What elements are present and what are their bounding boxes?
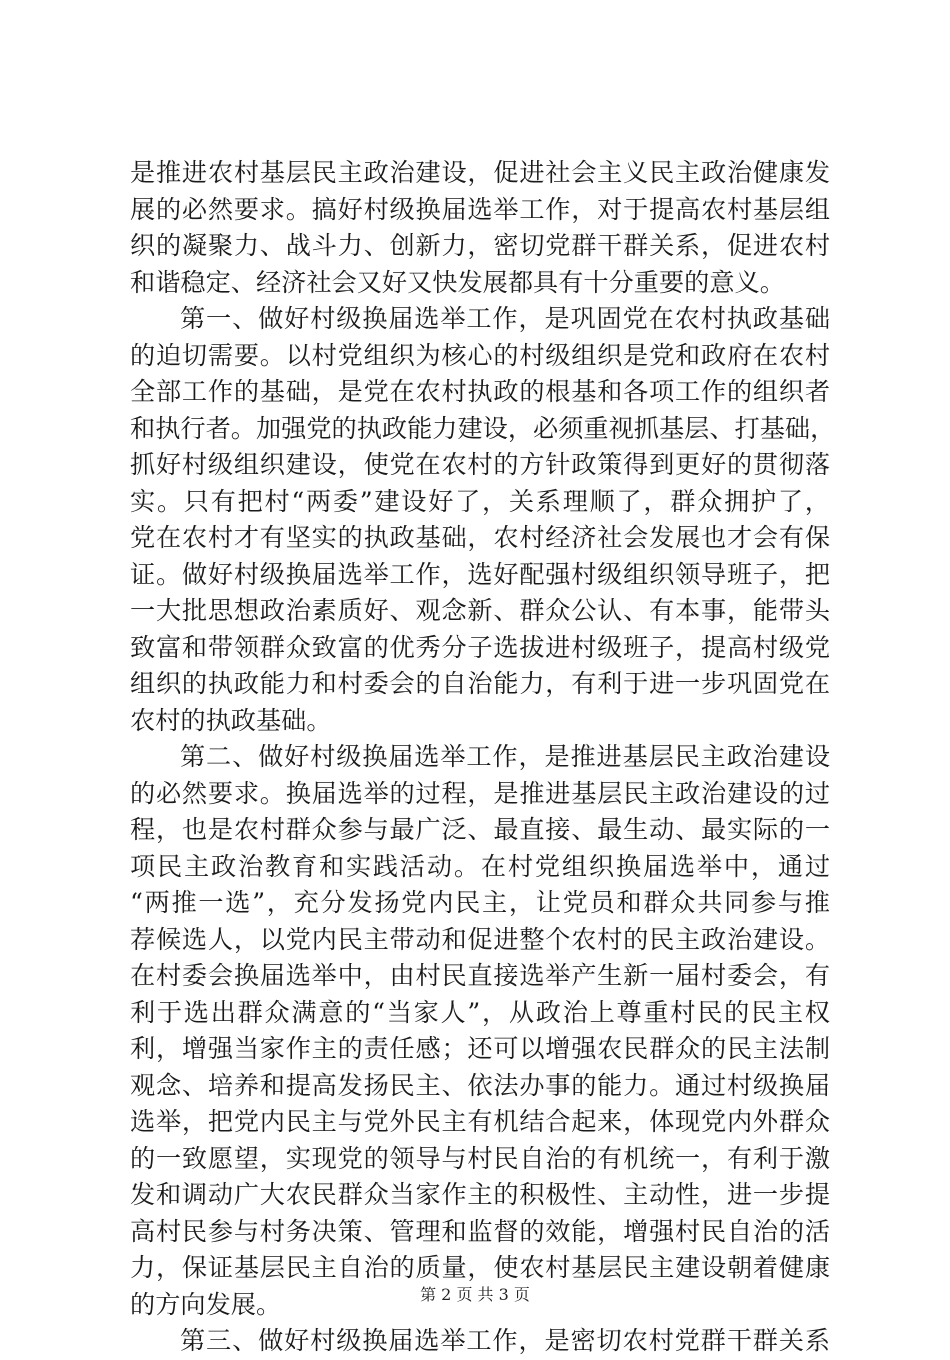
text-line: 力，保证基层民主自治的质量，使农村基层民主建设朝着健康 <box>130 1253 830 1282</box>
text-line: 农村的执政基础。 <box>130 705 332 735</box>
text-line: 利于选出群众满意的“当家人”，从政治上尊重村民的民主权 <box>130 997 830 1027</box>
text-line: 第二、做好村级换届选举工作，是推进基层民主政治建设 <box>180 742 830 771</box>
text-line: 第一、做好村级换届选举工作，是巩固党在农村执政基础 <box>180 304 830 333</box>
text-line: 和执行者。加强党的执政能力建设，必须重视抓基层、打基础， <box>130 413 836 443</box>
text-line: 实。只有把村“两委”建设好了，关系理顺了，群众拥护了， <box>130 486 830 516</box>
text-line: 一大批思想政治素质好、观念新、群众公认、有本事，能带头 <box>130 596 830 625</box>
text-line: 抓好村级组织建设，使党在农村的方针政策得到更好的贯彻落 <box>130 450 830 479</box>
text-line: 观念、培养和提高发扬民主、依法办事的能力。通过村级换届 <box>130 1070 830 1100</box>
text-line: 和谐稳定、经济社会又好又快发展都具有十分重要的意义。 <box>130 267 785 297</box>
text-line: 的方向发展。 <box>130 1289 282 1319</box>
text-line: 党在农村才有坚实的执政基础，农村经济社会发展也才会有保 <box>130 523 830 552</box>
text-line: 展的必然要求。搞好村级换届选举工作，对于提高农村基层组 <box>130 194 830 224</box>
text-line: 利，增强当家作主的责任感；还可以增强农民群众的民主法制 <box>130 1034 830 1063</box>
text-line: 荐候选人，以党内民主带动和促进整个农村的民主政治建设。 <box>130 924 830 954</box>
text-line: 发和调动广大农民群众当家作主的积极性、主动性，进一步提 <box>130 1180 830 1209</box>
text-line: 组织的执政能力和村委会的自治能力，有利于进一步巩固党在 <box>130 669 830 698</box>
text-line: 第三、做好村级换届选举工作，是密切农村党群干群关系 <box>180 1326 830 1355</box>
text-line: 证。做好村级换届选举工作，选好配强村级组织领导班子，把 <box>130 559 830 589</box>
text-line: 选举，把党内民主与党外民主有机结合起来，体现党内外群众 <box>130 1107 830 1136</box>
text-line: 高村民参与村务决策、管理和监督的效能，增强村民自治的活 <box>130 1216 830 1246</box>
text-line: 的一致愿望，实现党的领导与村民自治的有机统一，有利于激 <box>130 1143 830 1173</box>
text-line: 全部工作的基础，是党在农村执政的根基和各项工作的组织者 <box>130 377 830 406</box>
text-line: 在村委会换届选举中，由村民直接选举产生新一届村委会，有 <box>130 961 830 990</box>
text-line: 是推进农村基层民主政治建设，促进社会主义民主政治健康发 <box>130 158 830 187</box>
text-line: 的必然要求。换届选举的过程，是推进基层民主政治建设的过 <box>130 778 830 808</box>
text-line: 程，也是农村群众参与最广泛、最直接、最生动、最实际的一 <box>130 815 830 844</box>
page-number-footer: 第 2 页 共 3 页 <box>420 1285 530 1304</box>
text-line: “两推一选”，充分发扬党内民主，让党员和群众共同参与推 <box>130 888 830 917</box>
text-line: 的迫切需要。以村党组织为核心的村级组织是党和政府在农村 <box>130 340 830 370</box>
text-line: 项民主政治教育和实践活动。在村党组织换届选举中，通过 <box>130 851 830 881</box>
text-line: 织的凝聚力、战斗力、创新力，密切党群干群关系，促进农村 <box>130 231 830 260</box>
document-body <box>130 155 836 1360</box>
text-line: 致富和带领群众致富的优秀分子选拔进村级班子，提高村级党 <box>130 632 830 662</box>
